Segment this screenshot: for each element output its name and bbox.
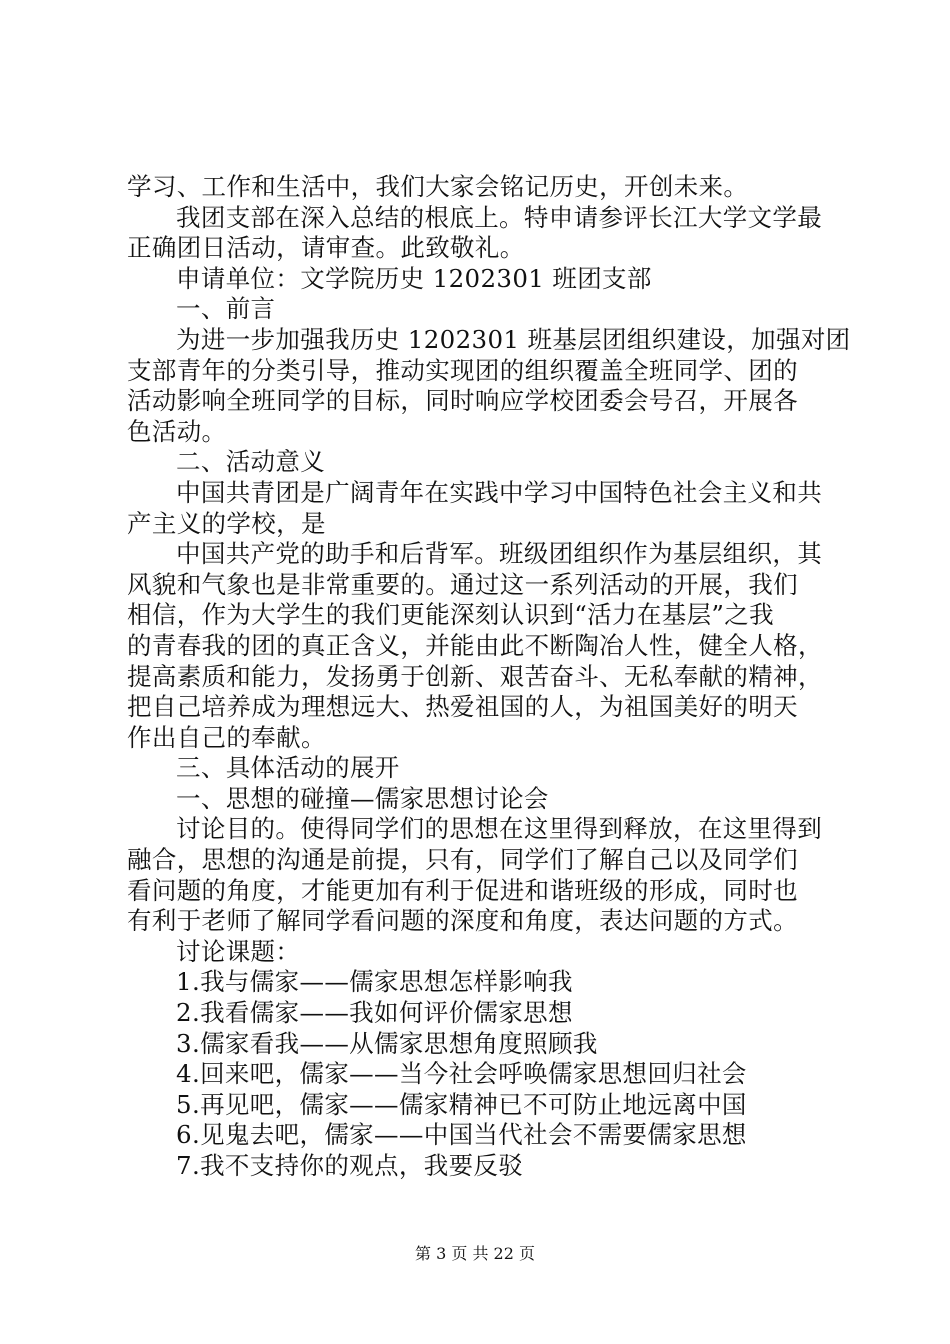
text-line: 作出自己的奉献。 bbox=[127, 722, 326, 752]
text-line: 提高素质和能力，发扬勇于创新、艰苦奋斗、无私奉献的精神， bbox=[127, 661, 823, 691]
section-heading: 二、活动意义 bbox=[176, 447, 326, 477]
text-line: 色活动。 bbox=[127, 416, 227, 446]
section-heading: 三、具体活动的展开 bbox=[176, 753, 400, 783]
text-line: 支部青年的分类引导，推动实现团的组织覆盖全班同学、团的 bbox=[127, 355, 798, 385]
text-line: 我团支部在深入总结的根底上。特申请参评长江大学文学最 bbox=[176, 202, 823, 232]
text-line: 为进一步加强我历史 1202301 班基层团组织建设，加强对团 bbox=[176, 324, 851, 354]
text-line: 有利于老师了解同学看问题的深度和角度，表达问题的方式。 bbox=[127, 906, 798, 936]
text-line: 中国共产党的助手和后背军。班级团组织作为基层组织，其 bbox=[176, 539, 823, 569]
topic-item: 3.儒家看我——从儒家思想角度照顾我 bbox=[176, 1028, 598, 1058]
text-line: 产主义的学校，是 bbox=[127, 508, 326, 538]
text-line: 看问题的角度，才能更加有利于促进和谐班级的形成，同时也 bbox=[127, 875, 798, 905]
topic-item: 5.再见吧，儒家——儒家精神已不可防止地远离中国 bbox=[176, 1089, 747, 1119]
topic-item: 2.我看儒家——我如何评价儒家思想 bbox=[176, 998, 573, 1028]
text-line: 的青春我的团的真正含义，并能由此不断陶冶人性，健全人格， bbox=[127, 630, 823, 660]
text-line: 正确团日活动，请审查。此致敬礼。 bbox=[127, 233, 525, 263]
text-line: 讨论目的。使得同学们的思想在这里得到释放，在这里得到 bbox=[176, 814, 823, 844]
applicant-line: 申请单位：文学院历史 1202301 班团支部 bbox=[176, 263, 652, 293]
text-line: 相信，作为大学生的我们更能深刻认识到“活力在基层”之我 bbox=[127, 600, 774, 630]
text-line: 活动影响全班同学的目标，同时响应学校团委会号召，开展各 bbox=[127, 386, 798, 416]
subsection-heading: 一、思想的碰撞—儒家思想讨论会 bbox=[176, 783, 549, 813]
topic-item: 1.我与儒家——儒家思想怎样影响我 bbox=[176, 967, 573, 997]
text-line: 中国共青团是广阔青年在实践中学习中国特色社会主义和共 bbox=[176, 477, 823, 507]
topic-item: 6.见鬼去吧，儒家——中国当代社会不需要儒家思想 bbox=[176, 1120, 747, 1150]
page-number-footer: 第 3 页 共 22 页 bbox=[415, 1244, 535, 1263]
topic-item: 7.我不支持你的观点，我要反驳 bbox=[176, 1151, 524, 1180]
topics-label: 讨论课题： bbox=[176, 936, 301, 966]
text-line: 风貌和气象也是非常重要的。通过这一系列活动的开展，我们 bbox=[127, 569, 798, 599]
text-line: 融合，思想的沟通是前提，只有，同学们了解自己以及同学们 bbox=[127, 845, 798, 875]
topic-item: 4.回来吧，儒家——当今社会呼唤儒家思想回归社会 bbox=[176, 1059, 747, 1089]
text-line: 把自己培养成为理想远大、热爱祖国的人，为祖国美好的明天 bbox=[127, 692, 798, 722]
section-heading: 一、前言 bbox=[176, 294, 276, 324]
text-line: 学习、工作和生活中，我们大家会铭记历史，开创未来。 bbox=[127, 172, 749, 201]
document-body bbox=[127, 172, 851, 1182]
